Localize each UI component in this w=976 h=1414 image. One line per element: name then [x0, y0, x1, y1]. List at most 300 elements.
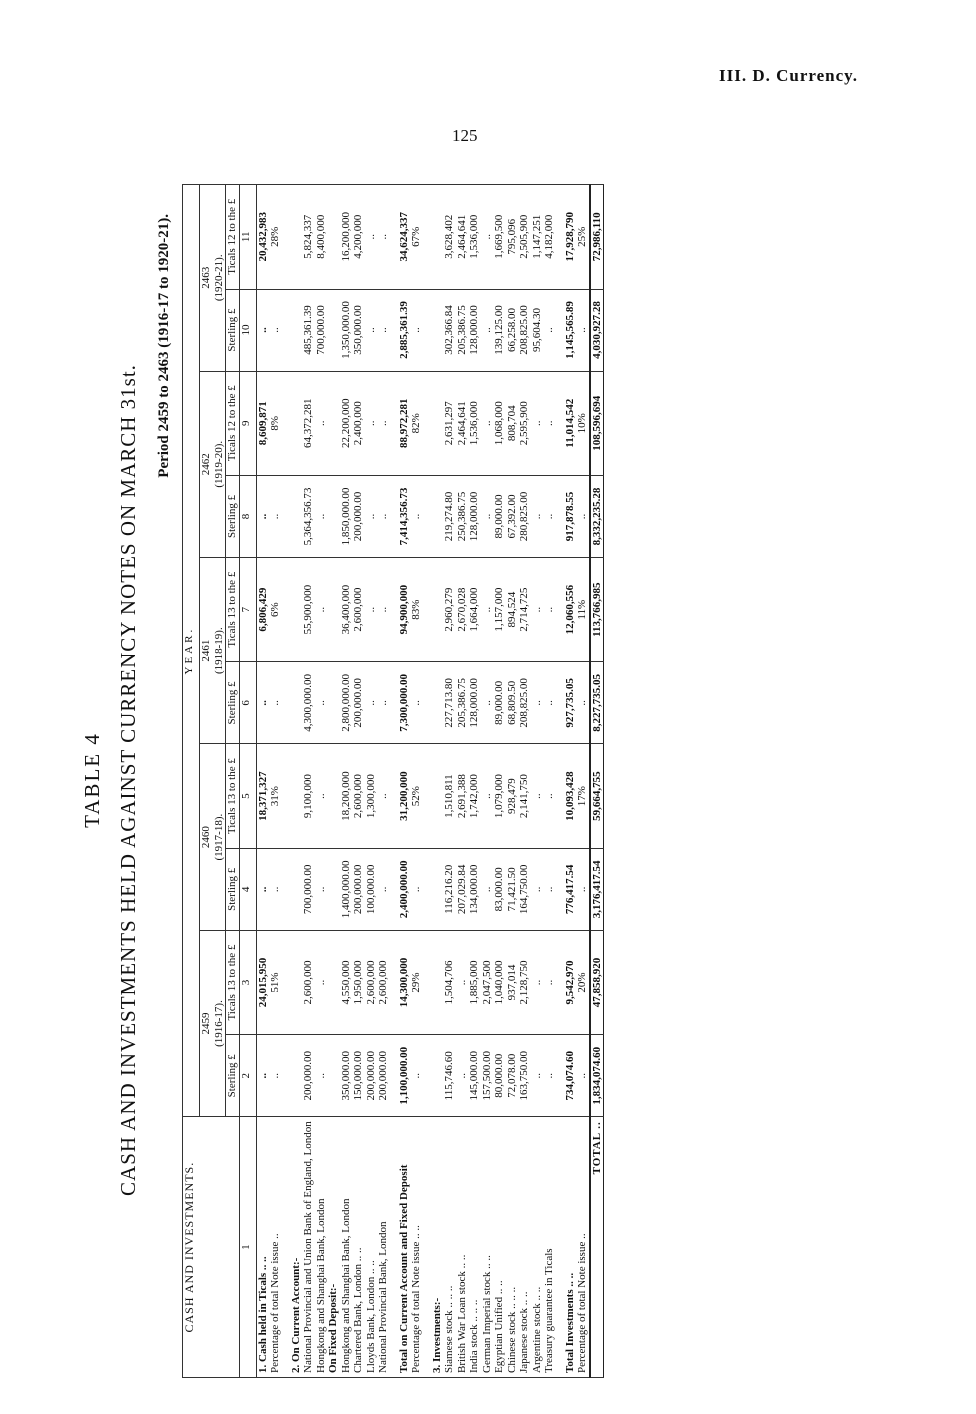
spacer-cell [423, 744, 431, 848]
value-cell: .. [315, 557, 328, 661]
spacer-cell [423, 662, 431, 744]
value-cell: .. [481, 848, 494, 930]
value-cell: 1,147,251 [531, 185, 544, 290]
value-cell [290, 475, 303, 557]
value-cell: 2,464,641 [456, 185, 469, 290]
spacer-cell [282, 1117, 290, 1378]
value-cell: 20% [576, 930, 590, 1034]
spacer-cell [556, 475, 564, 557]
value-cell: 776,417.54 [564, 848, 577, 930]
spacer-cell [282, 557, 290, 661]
value-cell: 2,600,000 [352, 744, 365, 848]
value-cell [327, 848, 340, 930]
value-cell: .. [410, 475, 423, 557]
column-number: 10 [239, 289, 256, 371]
year-column-header [200, 744, 226, 930]
table-row [543, 185, 556, 1378]
column-number: 4 [239, 848, 256, 930]
value-cell: .. [365, 371, 378, 475]
spacer-cell [390, 744, 398, 848]
value-cell: 31,200,000 [398, 744, 411, 848]
row-label: Siamese stock .. .. .. [443, 1117, 456, 1378]
value-cell: 928,479 [506, 744, 519, 848]
row-label: 1. Cash held in Ticals .. .. [256, 1117, 269, 1378]
value-cell: .. [377, 475, 390, 557]
value-cell: 66,258.00 [506, 289, 519, 371]
value-cell [327, 557, 340, 661]
value-cell: 200,000.00 [365, 1035, 378, 1117]
year-column-header [200, 930, 226, 1116]
value-cell: 134,000.00 [468, 848, 481, 930]
value-cell: 2,885,361.39 [398, 289, 411, 371]
table-row [410, 185, 423, 1378]
row-label: German Imperial stock .. .. [481, 1117, 494, 1378]
value-cell: 2,141,750 [518, 744, 531, 848]
value-cell: 2,600,000 [365, 930, 378, 1034]
value-cell: 4,550,000 [340, 930, 353, 1034]
value-cell: .. [365, 185, 378, 290]
value-cell [290, 662, 303, 744]
section-header: III. D. Currency. [719, 66, 858, 85]
value-cell: 100,000.00 [365, 848, 378, 930]
year-ad: (1916-17). [212, 1000, 225, 1047]
year-ad: (1920-21). [212, 254, 225, 302]
value-cell: 937,014 [506, 930, 519, 1034]
value-cell: 2,047,500 [481, 930, 494, 1034]
value-cell: 2,631,297 [443, 371, 456, 475]
spacer-cell [390, 371, 398, 475]
currency-subheader: Ticals 13 to the £ [226, 557, 240, 661]
spacer-cell [282, 848, 290, 930]
value-cell: 28% [269, 185, 282, 290]
value-cell: 4,182,000 [543, 185, 556, 290]
value-cell: .. [315, 475, 328, 557]
spacer-cell [556, 289, 564, 371]
spacer-cell [390, 930, 398, 1034]
value-cell: 3,628,402 [443, 185, 456, 290]
table-body [256, 185, 604, 1378]
value-cell: 2,600,000 [377, 930, 390, 1034]
value-cell: .. [576, 289, 590, 371]
value-cell: 1,157,000 [493, 557, 506, 661]
spacer-cell [390, 557, 398, 661]
value-cell [431, 662, 444, 744]
row-label: Chartered Bank, London .. .. [352, 1117, 365, 1378]
spacer-cell [282, 662, 290, 744]
value-cell: .. [481, 289, 494, 371]
value-cell: 67,392.00 [506, 475, 519, 557]
value-cell: 116,216.20 [443, 848, 456, 930]
value-cell: .. [410, 848, 423, 930]
value-cell: 17,928,790 [564, 185, 577, 290]
spacer-cell [390, 185, 398, 290]
value-cell: 2,691,388 [456, 744, 469, 848]
value-cell: 2,670,028 [456, 557, 469, 661]
value-cell: 52% [410, 744, 423, 848]
table-row [468, 185, 481, 1378]
year-be: 2461 [200, 639, 212, 662]
value-cell: 1,536,000 [468, 185, 481, 290]
spacer-cell [556, 185, 564, 290]
value-cell: .. [481, 185, 494, 290]
spacer-cell [423, 475, 431, 557]
value-cell: 14,300,000 [398, 930, 411, 1034]
value-cell: 16,200,000 [340, 185, 353, 290]
value-cell: 700,000.00 [315, 289, 328, 371]
table-row [518, 185, 531, 1378]
value-cell: .. [315, 662, 328, 744]
value-cell: 9,542,970 [564, 930, 577, 1034]
spacer-cell [282, 744, 290, 848]
value-cell: .. [576, 662, 590, 744]
value-cell: .. [456, 1035, 469, 1117]
spacer-cell [556, 1035, 564, 1117]
value-cell: 1,742,000 [468, 744, 481, 848]
value-cell [431, 185, 444, 290]
value-cell: 94,900,000 [398, 557, 411, 661]
year-header: YEAR. [183, 185, 200, 1117]
spacer-cell [282, 930, 290, 1034]
value-cell: .. [531, 371, 544, 475]
value-cell: 64,372,281 [302, 371, 315, 475]
spacer-cell [390, 1117, 398, 1378]
value-cell [327, 371, 340, 475]
spacer-cell [390, 662, 398, 744]
value-cell: 2,464,641 [456, 371, 469, 475]
currency-subheader: Sterling £ [226, 662, 240, 744]
value-cell: 1,669,500 [493, 185, 506, 290]
value-cell: 808,704 [506, 371, 519, 475]
table-row [290, 185, 303, 1378]
row-label: Japanese stock .. .. [518, 1117, 531, 1378]
value-cell: .. [269, 1035, 282, 1117]
table-row [506, 185, 519, 1378]
value-cell: 9,100,000 [302, 744, 315, 848]
value-cell: 71,421.50 [506, 848, 519, 930]
column-number: 8 [239, 475, 256, 557]
value-cell: 128,000.00 [468, 289, 481, 371]
total-value: 1,834,074.60 [590, 1035, 604, 1117]
table-row [340, 185, 353, 1378]
row-label: Percentage of total Note issue .. [576, 1117, 590, 1378]
value-cell: 2,128,750 [518, 930, 531, 1034]
value-cell: 350,000.00 [340, 1035, 353, 1117]
year-be: 2460 [200, 826, 212, 849]
value-cell [327, 1035, 340, 1117]
value-cell: 1,100,000.00 [398, 1035, 411, 1117]
column-number: 5 [239, 744, 256, 848]
value-cell: 1,885,000 [468, 930, 481, 1034]
value-cell: 128,000.00 [468, 662, 481, 744]
value-cell: 157,500.00 [481, 1035, 494, 1117]
value-cell: 4,200,000 [352, 185, 365, 290]
value-cell: 7,414,356.73 [398, 475, 411, 557]
spacer-cell [423, 289, 431, 371]
value-cell: .. [410, 1035, 423, 1117]
value-cell [327, 185, 340, 290]
value-cell: 1,300,000 [365, 744, 378, 848]
value-cell: 219,274.80 [443, 475, 456, 557]
value-cell: 927,735.05 [564, 662, 577, 744]
value-cell: 205,386.75 [456, 289, 469, 371]
value-cell: .. [543, 289, 556, 371]
page-number: 125 [452, 126, 478, 145]
value-cell: .. [377, 744, 390, 848]
table-row [576, 185, 590, 1378]
value-cell: 164,750.00 [518, 848, 531, 930]
spacer-cell [390, 848, 398, 930]
year-column-header [200, 371, 226, 557]
year-ad: (1918-19). [212, 627, 225, 675]
value-cell: 200,000.00 [352, 662, 365, 744]
spacer-cell [556, 371, 564, 475]
total-value: 3,176,417.54 [590, 848, 604, 930]
spacer-cell [423, 557, 431, 661]
value-cell: 2,714,725 [518, 557, 531, 661]
spacer-cell [282, 371, 290, 475]
currency-subheader: Sterling £ [226, 475, 240, 557]
total-value: 59,664,755 [590, 744, 604, 848]
value-cell: 1,040,000 [493, 930, 506, 1034]
value-cell: .. [543, 557, 556, 661]
spacer-cell [423, 1117, 431, 1378]
spacer-cell [282, 185, 290, 290]
value-cell: 11% [576, 557, 590, 661]
year-column-header [200, 185, 226, 372]
value-cell: 72,078.00 [506, 1035, 519, 1117]
total-value: 8,332,235.28 [590, 475, 604, 557]
value-cell: 29% [410, 930, 423, 1034]
value-cell: 4,300,000.00 [302, 662, 315, 744]
value-cell: 2,595,900 [518, 371, 531, 475]
value-cell: .. [365, 289, 378, 371]
currency-table [182, 184, 604, 1378]
value-cell: 67% [410, 185, 423, 290]
value-cell: .. [531, 930, 544, 1034]
value-cell: 8,400,000 [315, 185, 328, 290]
spacer-cell [556, 930, 564, 1034]
value-cell: .. [256, 475, 269, 557]
value-cell: .. [377, 289, 390, 371]
value-cell: .. [543, 848, 556, 930]
value-cell: 227,713.80 [443, 662, 456, 744]
value-cell: 1,068,000 [493, 371, 506, 475]
value-cell: 128,000.00 [468, 475, 481, 557]
value-cell: .. [456, 930, 469, 1034]
value-cell: 208,825.00 [518, 289, 531, 371]
row-label: Hongkong and Shanghai Bank, London [340, 1117, 353, 1378]
currency-subheader: Ticals 13 to the £ [226, 744, 240, 848]
value-cell: 80,000.00 [493, 1035, 506, 1117]
value-cell: 6,806,429 [256, 557, 269, 661]
value-cell: .. [315, 848, 328, 930]
spacer-cell [556, 662, 564, 744]
total-value: 113,766,985 [590, 557, 604, 661]
value-cell [290, 557, 303, 661]
value-cell [327, 930, 340, 1034]
spacer-cell [556, 557, 564, 661]
value-cell: .. [576, 1035, 590, 1117]
value-cell: 2,505,900 [518, 185, 531, 290]
value-cell [431, 848, 444, 930]
value-cell: 1,510,811 [443, 744, 456, 848]
table-row [327, 185, 340, 1378]
value-cell: 25% [576, 185, 590, 290]
value-cell: .. [269, 848, 282, 930]
value-cell: .. [543, 1035, 556, 1117]
value-cell: .. [256, 848, 269, 930]
currency-subheader: Sterling £ [226, 848, 240, 930]
value-cell: 1,536,000 [468, 371, 481, 475]
value-cell: .. [269, 289, 282, 371]
total-value: 108,596,694 [590, 371, 604, 475]
spacer-cell [556, 848, 564, 930]
table-row [431, 185, 444, 1378]
value-cell: 115,746.60 [443, 1035, 456, 1117]
spacer-cell [556, 744, 564, 848]
value-cell: 200,000.00 [352, 848, 365, 930]
value-cell: 83% [410, 557, 423, 661]
total-label: TOTAL .. [590, 1117, 604, 1378]
table-row [456, 185, 469, 1378]
value-cell [290, 930, 303, 1034]
value-cell: 88,972,281 [398, 371, 411, 475]
value-cell [431, 557, 444, 661]
value-cell: 2,800,000.00 [340, 662, 353, 744]
total-value: 4,030,927.28 [590, 289, 604, 371]
table-row [269, 185, 282, 1378]
row-spacer [423, 185, 431, 1378]
row-label: 2. On Current Account:- [290, 1117, 303, 1378]
spacer-cell [423, 930, 431, 1034]
value-cell [327, 744, 340, 848]
row-label: Hongkong and Shanghai Bank, London [315, 1117, 328, 1378]
row-label: Treasury guarantee in Ticals [543, 1117, 556, 1378]
value-cell: 20,432,983 [256, 185, 269, 290]
column-number: 9 [239, 371, 256, 475]
column-number: 6 [239, 662, 256, 744]
row-label: Lloyds Bank, London .. .. [365, 1117, 378, 1378]
value-cell [327, 289, 340, 371]
value-cell: 700,000.00 [302, 848, 315, 930]
spacer-cell [282, 475, 290, 557]
value-cell [431, 1035, 444, 1117]
value-cell: .. [410, 289, 423, 371]
value-cell: .. [481, 662, 494, 744]
value-cell: 302,366.84 [443, 289, 456, 371]
value-cell: 18,371,327 [256, 744, 269, 848]
spacer-cell [282, 1035, 290, 1117]
value-cell: .. [315, 371, 328, 475]
value-cell: 89,000.00 [493, 662, 506, 744]
row-label: Percentage of total Note issue .. [269, 1117, 282, 1378]
spacer-cell [390, 475, 398, 557]
value-cell: .. [377, 371, 390, 475]
value-cell: .. [269, 475, 282, 557]
period-subtitle: Period 2459 to 2463 (1916-17 to 1920-21). [156, 214, 172, 478]
value-cell: .. [531, 1035, 544, 1117]
value-cell: .. [410, 662, 423, 744]
year-be: 2459 [200, 1012, 212, 1035]
spacer-cell [423, 848, 431, 930]
value-cell: 10,093,428 [564, 744, 577, 848]
value-cell: .. [377, 185, 390, 290]
value-cell: 5,824,337 [302, 185, 315, 290]
value-cell: .. [256, 1035, 269, 1117]
value-cell: .. [256, 289, 269, 371]
value-cell [431, 371, 444, 475]
value-cell: 917,878.55 [564, 475, 577, 557]
year-column-header [200, 557, 226, 743]
value-cell: 200,000.00 [377, 1035, 390, 1117]
value-cell: 150,000.00 [352, 1035, 365, 1117]
table-row [443, 185, 456, 1378]
total-value: 47,858,920 [590, 930, 604, 1034]
column-number: 7 [239, 557, 256, 661]
value-cell [431, 744, 444, 848]
row-label: Egyptian Unified .. .. [493, 1117, 506, 1378]
value-cell: .. [543, 475, 556, 557]
value-cell [290, 744, 303, 848]
value-cell [290, 1035, 303, 1117]
value-cell [431, 289, 444, 371]
table-row [315, 185, 328, 1378]
value-cell: .. [365, 662, 378, 744]
table-row [531, 185, 544, 1378]
value-cell: 734,074.60 [564, 1035, 577, 1117]
value-cell: .. [365, 557, 378, 661]
value-cell: .. [481, 557, 494, 661]
value-cell: 2,400,000.00 [398, 848, 411, 930]
row-spacer [556, 185, 564, 1378]
value-cell: .. [531, 744, 544, 848]
spacer-cell [556, 1117, 564, 1378]
value-cell: 2,600,000 [352, 557, 365, 661]
value-cell: .. [543, 744, 556, 848]
value-cell: .. [377, 848, 390, 930]
value-cell: .. [576, 475, 590, 557]
currency-subheader: Ticals 13 to the £ [226, 930, 240, 1034]
row-label: Argentine stock .. .. [531, 1117, 544, 1378]
value-cell: 82% [410, 371, 423, 475]
value-cell [431, 930, 444, 1034]
item-column-header: CASH AND INVESTMENTS. [183, 1117, 240, 1378]
value-cell: .. [269, 662, 282, 744]
value-cell: 34,624,337 [398, 185, 411, 290]
row-label: National Provincial Bank, London [377, 1117, 390, 1378]
value-cell [327, 662, 340, 744]
currency-subheader: Sterling £ [226, 289, 240, 371]
value-cell [431, 475, 444, 557]
value-cell: 36,400,000 [340, 557, 353, 661]
value-cell: .. [543, 930, 556, 1034]
table-caption: TABLE 4 [80, 732, 104, 828]
value-cell: 83,000.00 [493, 848, 506, 930]
value-cell: 1,400,000.00 [340, 848, 353, 930]
currency-subheader: Ticals 12 to the £ [226, 371, 240, 475]
value-cell [290, 185, 303, 290]
value-cell [290, 848, 303, 930]
row-label: British War Loan stock .. .. [456, 1117, 469, 1378]
column-number: 2 [239, 1035, 256, 1117]
value-cell: 163,750.00 [518, 1035, 531, 1117]
spacer-cell [423, 371, 431, 475]
spacer-cell [423, 185, 431, 290]
value-cell: 12,060,556 [564, 557, 577, 661]
value-cell: 485,361.39 [302, 289, 315, 371]
value-cell: 250,386.75 [456, 475, 469, 557]
row-label: India stock .. .. .. [468, 1117, 481, 1378]
